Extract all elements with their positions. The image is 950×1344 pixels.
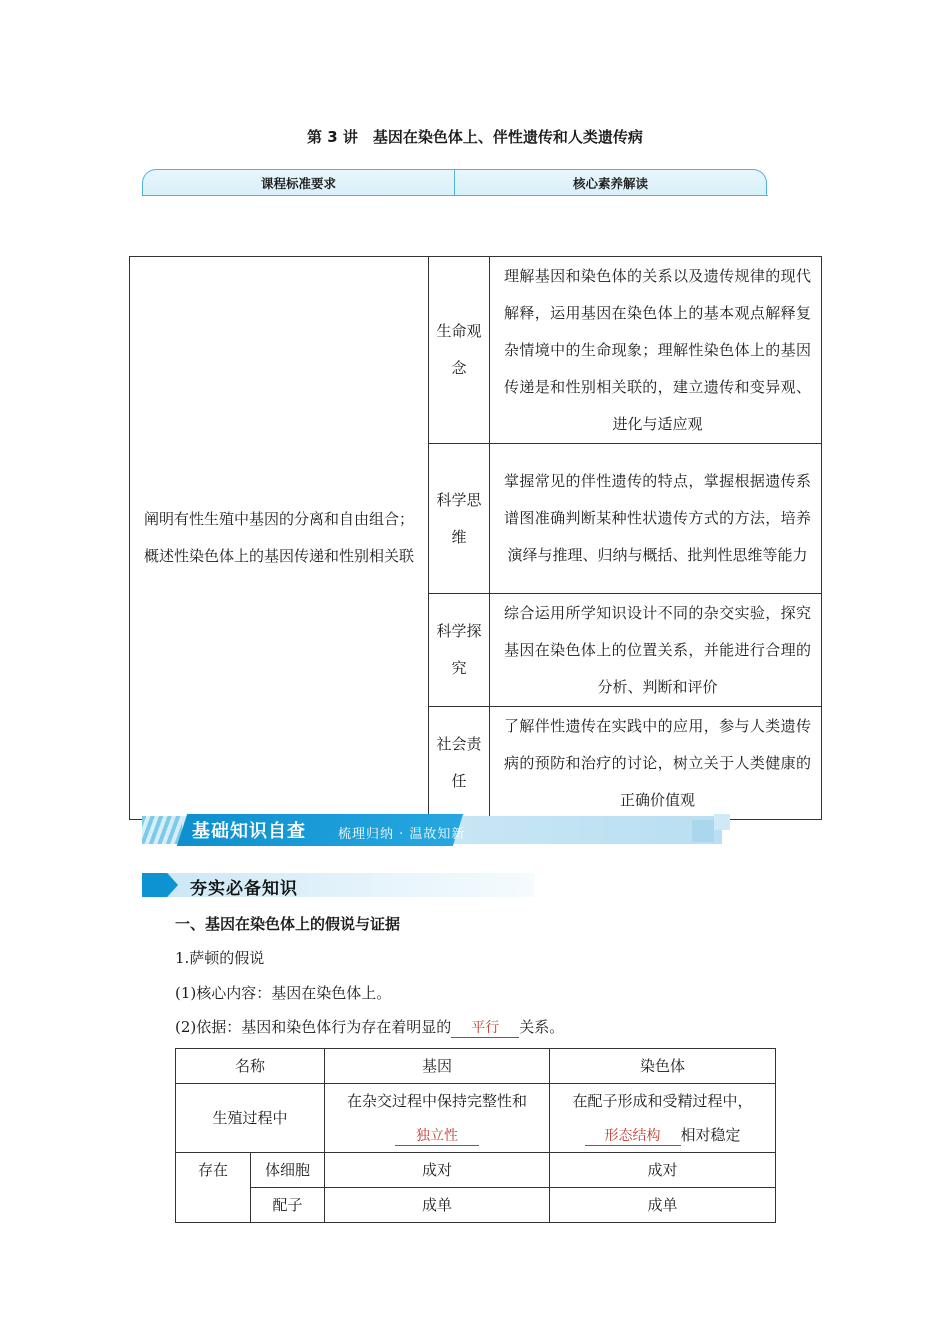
banner-title: 基础知识自查 — [192, 821, 306, 842]
row-label: 配子 — [251, 1188, 325, 1223]
paragraph: (2)依据：基因和染色体行为存在着明显的 平行 关系。 — [175, 1018, 565, 1036]
essential-knowledge-banner — [142, 873, 534, 897]
category-cell: 科学探究 — [429, 594, 490, 707]
table-cell: 在配子形成和受精过程中， 形态结构 相对稳定 — [550, 1084, 776, 1153]
table-cell: 成单 — [550, 1188, 776, 1223]
row-label: 体细胞 — [251, 1153, 325, 1188]
description-cell: 理解基因和染色体的关系以及遗传规律的现代解释，运用基因在染色体上的基本观点解释复杂情境中的生命现象；理解性染色体上的基因传递是和性别相关联的，建立遗传和变异观、进化与适应观 — [490, 257, 822, 444]
square-decoration-icon — [692, 820, 714, 842]
answer-blank: 平行 — [451, 1019, 519, 1038]
arrow-icon — [142, 873, 178, 897]
answer-blank: 形态结构 — [585, 1127, 681, 1146]
page-title: 第 3 讲 基因在染色体上、伴性遗传和人类遗传病 — [307, 128, 643, 146]
banner-title: 夯实必备知识 — [190, 879, 298, 899]
table-row — [130, 257, 822, 444]
header-cell: 基因 — [325, 1049, 550, 1084]
answer-blank: 独立性 — [395, 1127, 479, 1146]
row-label: 存在 — [176, 1153, 251, 1223]
header-cell: 染色体 — [550, 1049, 776, 1084]
table-row — [176, 1153, 776, 1188]
section-subheading: 1.萨顿的假说 — [175, 949, 265, 967]
row-label: 生殖过程中 — [176, 1084, 325, 1153]
paragraph: (1)核心内容：基因在染色体上。 — [175, 984, 392, 1002]
banner-subtitle: 梳理归纳 · 温故知新 — [338, 827, 466, 842]
table-cell: 成对 — [325, 1153, 550, 1188]
description-cell: 了解伴性遗传在实践中的应用，参与人类遗传病的预防和治疗的讨论，树立关于人类健康的正确价值观 — [490, 707, 822, 820]
category-cell: 生命观念 — [429, 257, 490, 444]
header-core-literacy: 核心素养解读 — [572, 176, 648, 191]
table-row — [176, 1049, 776, 1084]
header-course-standard: 课程标准要求 — [143, 170, 455, 196]
table-cell: 成单 — [325, 1188, 550, 1223]
stripe-decoration-icon — [142, 816, 182, 844]
section-heading: 一、基因在染色体上的假说与证据 — [175, 915, 401, 933]
category-cell: 社会责任 — [429, 707, 490, 820]
standards-table — [129, 256, 822, 820]
requirement-cell: 阐明有性生殖中基因的分离和自由组合；概述性染色体上的基因传递和性别相关联 — [130, 257, 429, 820]
category-cell: 科学思维 — [429, 444, 490, 594]
standard-header — [142, 169, 767, 196]
description-cell: 综合运用所学知识设计不同的杂交实验，探究基因在染色体上的位置关系，并能进行合理的分析、判断和评价 — [490, 594, 822, 707]
table-cell: 成对 — [550, 1153, 776, 1188]
table-row — [176, 1188, 776, 1223]
table-cell: 在杂交过程中保持完整性和 独立性 — [325, 1084, 550, 1153]
table-row — [176, 1084, 776, 1153]
header-cell: 名称 — [176, 1049, 325, 1084]
comparison-table — [175, 1048, 776, 1223]
basic-knowledge-banner — [142, 814, 737, 848]
description-cell: 掌握常见的伴性遗传的特点，掌握根据遗传系谱图准确判断某种性状遗传方式的方法，培养演绎与推理、归纳与概括、批判性思维等能力 — [490, 444, 822, 594]
square-decoration-icon — [714, 814, 730, 830]
